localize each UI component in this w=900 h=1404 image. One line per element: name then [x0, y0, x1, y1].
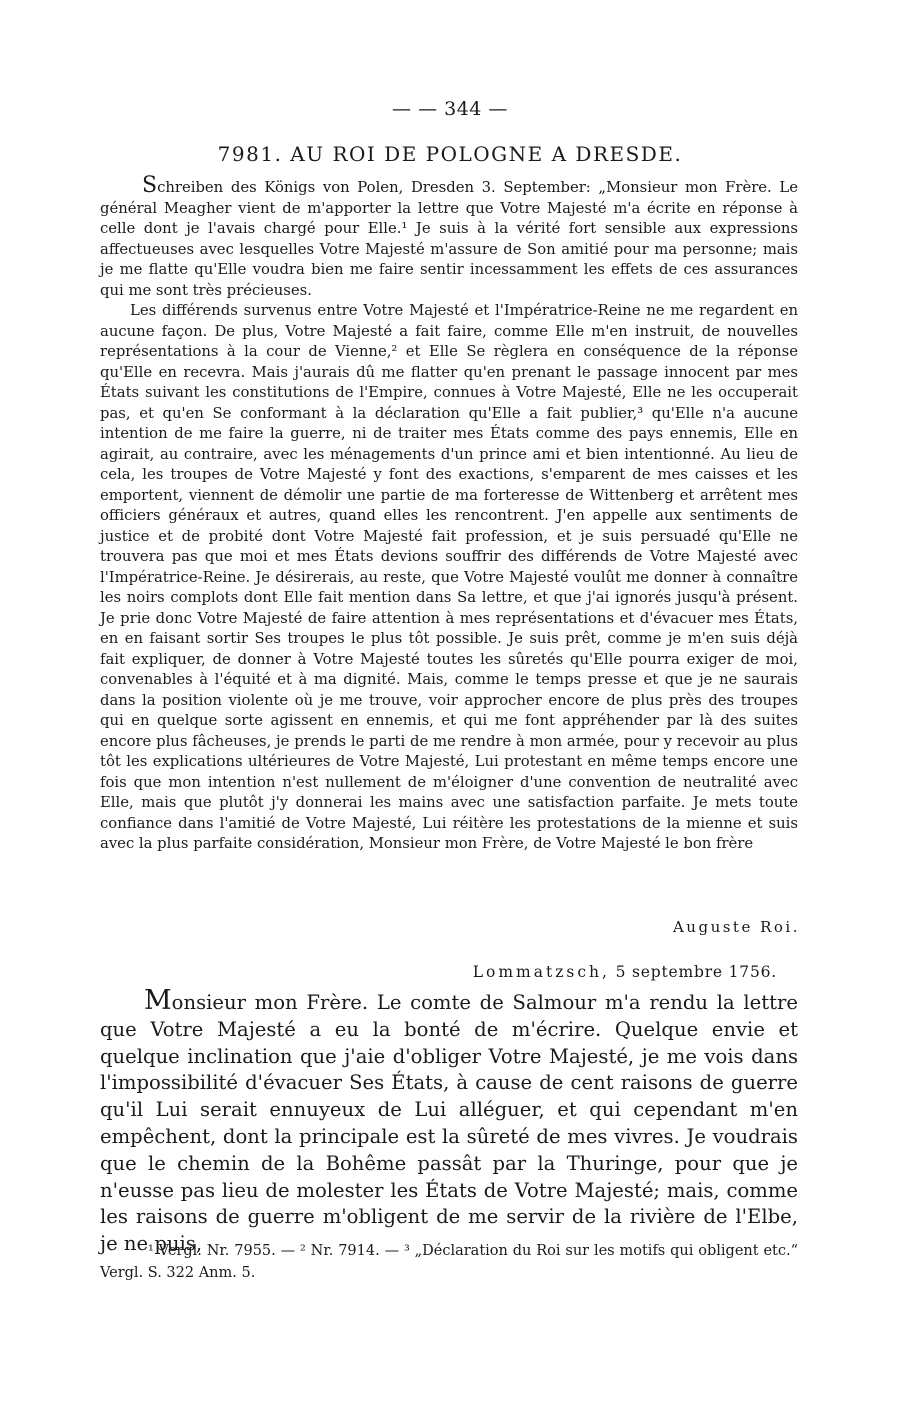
- letter-paragraph-1-text: chreiben des Königs von Polen, Dresden 3. September: „Monsieur mon Frère. Le général Meagher vient de m'apporter la lettre que Votre Majesté m'a écrite en réponse à celle dont je l'avais chargé pour Elle.¹ Je suis à la vérité fort sensible aux expressions affectueuses avec lesquelles Votre Majesté m'assure de Son amitié pour ma personne; mais je me flatte qu'Elle voudra bien me faire sentir incessamment les effets de ces assurances qui me sont très précieuses.: [100, 179, 798, 299]
- footnote-text: ¹ Vergl. Nr. 7955. — ² Nr. 7914. — ³ „Déclaration du Roi sur les motifs qui obligent etc.“ Vergl. S. 322 Anm. 5.: [100, 1243, 798, 1281]
- letter-heading: 7981. AU ROI DE POLOGNE A DRESDE.: [217, 142, 683, 166]
- reply-drop-cap: M: [144, 985, 172, 1016]
- dateline-place: Lommatzsch,: [472, 963, 610, 981]
- page-number: — — 344 —: [392, 98, 508, 120]
- drop-cap: S: [142, 173, 158, 198]
- letter-paragraph-2: Les différends survenus entre Votre Majesté et l'Impératrice-Reine ne me regardent en aucune façon. De plus, Votre Majesté a fait faire, comme Elle m'en instruit, de nouvelles représentations à la cour de Vienne,² et Elle Se règlera en conséquence de la réponse qu'Elle en recevra. Mais j'aurais dû me flatter qu'en prenant le passage innocent par mes États suivant les constitutions de l'Empire, connues à Votre Majesté, Elle ne les occuperait pas, et qu'en Se conformant à la déclaration qu'Elle a fait publier,³ qu'Elle n'a aucune intention de me faire la guerre, ni de traiter mes États comme des pays ennemis, Elle en agirait, au contraire, avec les ménagements d'un prince ami et bien intentionné. Au lieu de cela, les troupes de Votre Majesté y font des exactions, s'emparent de mes caisses et les emportent, viennent de démolir une partie de ma forteresse de Wittenberg et arrêtent mes officiers généraux et autres, quand elles les rencontrent. J'en appelle aux sentiments de justice et de probité dont Votre Majesté fait profession, et je suis persuadé qu'Elle ne trouvera pas que moi et mes États devions souffrir des différends de Votre Majesté avec l'Impératrice-Reine. Je désirerais, au reste, que Votre Majesté voulût me donner à connaître les noirs complots dont Elle fait mention dans Sa lettre, et que j'ai ignorés jusqu'à présent. Je prie donc Votre Majesté de faire attention à mes représentations et d'évacuer mes États, en en faisant sortir Ses troupes le plus tôt possible. Je suis prêt, comme je m'en suis déjà fait expliquer, de donner à Votre Majesté toutes les sûretés qu'Elle pourra exiger de moi, convenables à l'équité et à ma dignité. Mais, comme le temps presse et que je ne saurais dans la position violente où je me trouve, voir approcher encore de plus près des troupes qui en quelque sorte agissent en ennemis, et qui me font appréhender par là des suites encore plus fâcheuses, je prends le parti de me rendre à mon armée, pour y recevoir au plus tôt les explications ultérieures de Votre Majesté, Lui protestant en même temps encore une fois que mon intention n'est nullement de m'éloigner d'une convention de neutralité avec Elle, mais que plutôt j'y donnerai les mains avec une satisfaction parfaite. Je mets toute confiance dans l'amitié de Votre Majesté, Lui réitère les protestations de la mienne et suis avec la plus parfaite considération, Monsieur mon Frère, de Votre Majesté le bon frère: [100, 302, 798, 852]
- dateline-date: 5 septembre 1756.: [615, 963, 777, 981]
- signature: Auguste Roi.: [672, 918, 800, 936]
- footnotes: [100, 1240, 798, 1284]
- letter-paragraph-1: [100, 173, 798, 301]
- dateline: [440, 963, 777, 981]
- reply-letter: [100, 985, 798, 1258]
- reply-paragraph: [100, 985, 798, 1258]
- quoted-letter: [100, 173, 798, 855]
- reply-text: onsieur mon Frère. Le comte de Salmour m'a rendu la lettre que Votre Majesté a eu la bonté de m'écrire. Quelque envie et quelque inclination que j'aie d'obliger Votre Majesté, je me vois dans l'impossibilité d'évacuer Ses États, à cause de cent raisons de guerre qu'il Lui serait ennuyeux de Lui alléguer, et qui cependant m'en empêchent, dont la principale est la sûreté de mes vivres. Je voudrais que le chemin de la Bohême passât par la Thuringe, pour que je n'eusse pas lieu de molester les États de Votre Majesté; mais, comme les raisons de guerre m'obligent de me servir de la rivière de l'Elbe, je ne puis,: [100, 991, 798, 1256]
